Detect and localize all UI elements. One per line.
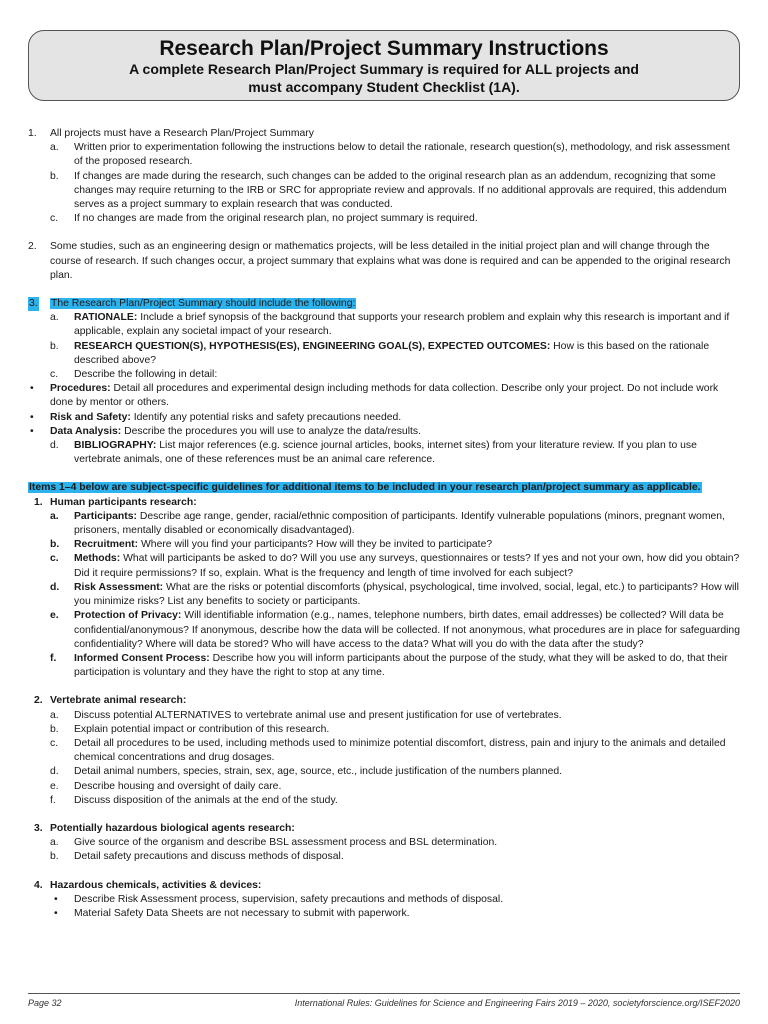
bullet-procedures (28, 382, 740, 410)
item-number: 2. (34, 695, 43, 707)
bullet-bold: Risk and Safety: (50, 411, 131, 423)
sub-bold: Protection of Privacy: (74, 610, 182, 622)
sub-label: a. (50, 837, 59, 849)
sub-label: b. (50, 340, 59, 352)
sub-text: How is this based on the rationale described above? (74, 340, 710, 366)
sub-label: f. (50, 652, 57, 664)
sub-text: Describe how you will inform participants about the purpose of the study, what they will be asked to do, that their participation is voluntary and they have the right to stop at any time. (74, 652, 728, 679)
item-number: 3. (34, 822, 43, 834)
sub-label: d. (50, 766, 59, 778)
page-subtitle-line2: must accompany Student Checklist (1A). (248, 79, 520, 95)
item-2-d (28, 765, 740, 779)
sub-label: f. (50, 794, 56, 806)
section-text: Some studies, such as an engineering design or mathematics projects, will be less detailed in the initial project plan and will change through the course of research. If such changes occur, a project summary that explains what was done is required and can be appended to the original research plan. (50, 241, 731, 281)
sub-text: Detail all procedures to be used, including methods used to minimize potential discomfort, distress, pain and injury to the animals and detailed chemical concentrations and drug dosages. (74, 737, 726, 764)
sub-bold: BIBLIOGRAPHY: (74, 440, 157, 452)
bullet-bold: Procedures: (50, 383, 111, 395)
bullet-icon: • (54, 907, 58, 919)
sub-bold: Participants: (74, 510, 137, 522)
section-3 (28, 297, 740, 311)
item-1-b (28, 538, 740, 552)
item-heading: Hazardous chemicals, activities & devices: (50, 879, 262, 891)
sub-label: e. (50, 780, 59, 792)
item-3 (28, 822, 740, 836)
sub-bold: RATIONALE: (74, 312, 138, 324)
sub-label: c. (50, 213, 59, 225)
sub-label: d. (50, 440, 59, 452)
sub-bold: Risk Assessment: (74, 581, 164, 593)
sub-label: c. (50, 553, 59, 565)
sub-text: Detail safety precautions and discuss methods of disposal. (74, 851, 344, 863)
document-body (28, 127, 740, 921)
section-3-c (28, 368, 740, 382)
sub-label: b. (50, 170, 59, 182)
section-heading-highlighted: The Research Plan/Project Summary should include the following: (51, 298, 356, 310)
sub-bold: RESEARCH QUESTION(S), HYPOTHESIS(ES), ENGINEERING GOAL(S), EXPECTED OUTCOMES: (74, 340, 551, 352)
item-2-f (28, 794, 740, 808)
item-3-a (28, 836, 740, 850)
sub-text: If changes are made during the research, such changes can be added to the original research plan as an addendum, recognizing that some changes may require returning to the IRB or SRC for appropriate review and approvals. If no additional approvals are required, this addendum serves as a project summary to explain research that was conducted. (74, 170, 727, 211)
item-3-b (28, 850, 740, 864)
item-heading: Potentially hazardous biological agents research: (50, 822, 295, 834)
bullet-icon: • (54, 893, 58, 905)
bullet-icon: • (30, 425, 34, 437)
section-2 (28, 240, 740, 283)
item-4-bullet-2 (28, 907, 740, 921)
sub-text: Describe housing and oversight of daily care. (74, 780, 282, 792)
page-title: Research Plan/Project Summary Instructions (159, 37, 609, 60)
sub-text: Describe the following in detail: (74, 369, 218, 381)
sub-text: Discuss disposition of the animals at the end of the study. (74, 794, 338, 806)
sub-label: a. (50, 312, 59, 324)
item-1-a (28, 510, 740, 538)
sub-text: Give source of the organism and describe BSL assessment process and BSL determination. (74, 837, 498, 849)
item-1-d (28, 581, 740, 609)
item-1 (28, 496, 740, 510)
section-number: 3. (28, 297, 39, 311)
items-heading (28, 481, 740, 495)
item-2-e (28, 780, 740, 794)
sub-bold: Methods: (74, 553, 121, 565)
sub-label: b. (50, 539, 60, 551)
sub-text: Include a brief synopsis of the background that supports your research problem and explain why this research is important and if applicable, explain any societal impact of your research. (74, 312, 730, 338)
sub-text: Describe age range, gender, racial/ethnic composition of participants. Identify vulnerable populations (minors, pregnant women, prisoners, mentally disabled or economically disadvantaged). (74, 510, 725, 537)
bullet-text: Material Safety Data Sheets are not necessary to submit with paperwork. (74, 907, 410, 919)
section-number: 1. (28, 128, 37, 139)
bullet-data-analysis (28, 425, 740, 439)
title-box (28, 30, 740, 101)
sub-text: Will identifiable information (e.g., names, telephone numbers, birth dates, email addresses) be collected? Will data be confidential/anonymous? If anonymous, describe how the data will be collected. If not anonymous, what procedures are in place for safeguarding confidentiality? Where will data be stored? Who will have access to the data? What will you do with the data after the study? (74, 610, 740, 650)
section-3-b (28, 340, 740, 368)
item-number: 4. (34, 879, 43, 891)
section-text: All projects must have a Research Plan/Project Summary (50, 128, 314, 139)
items-heading-highlighted: Items 1–4 below are subject-specific guidelines for additional items to be included in your research plan/project summary as applicable. (29, 482, 701, 494)
item-2 (28, 694, 740, 708)
bullet-bold: Data Analysis: (50, 425, 122, 437)
sub-label: b. (50, 723, 59, 735)
bullet-icon: • (30, 383, 34, 395)
section-1-c (28, 212, 740, 226)
section-3-a (28, 311, 740, 339)
page-subtitle-line1: A complete Research Plan/Project Summary is required for ALL projects and (129, 61, 639, 77)
section-3-d (28, 439, 740, 467)
section-1 (28, 127, 740, 141)
sub-bold: Informed Consent Process: (74, 652, 210, 664)
sub-label: c. (50, 737, 59, 749)
item-1-f (28, 652, 740, 680)
sub-label: a. (50, 709, 59, 721)
section-1-a (28, 141, 740, 169)
item-4 (28, 879, 740, 893)
bullet-text: Detail all procedures and experimental design including methods for data collection. Describe only your project. Do not include work done by mentor or others. (50, 383, 719, 409)
item-1-e (28, 609, 740, 652)
sub-text: Detail animal numbers, species, strain, sex, age, source, etc., include justification of the numbers planned. (74, 766, 563, 778)
sub-text: Discuss potential ALTERNATIVES to vertebrate animal use and present justification for use of vertebrates. (74, 709, 562, 721)
item-2-a (28, 709, 740, 723)
sub-label: c. (50, 369, 59, 381)
sub-text: List major references (e.g. science journal articles, books, internet sites) from your literature review. If you plan to use vertebrate animals, one of these references must be an animal care reference. (74, 440, 697, 466)
sub-text: Written prior to experimentation following the instructions below to detail the rationale, research question(s), methodology, and risk assessment of the proposed research. (74, 142, 730, 168)
bullet-risk-safety (28, 411, 740, 425)
section-number: 2. (28, 241, 37, 253)
item-4-bullet-1 (28, 893, 740, 907)
page-number: Page 32 (28, 998, 62, 1008)
bullet-text: Identify any potential risks and safety precautions needed. (130, 411, 402, 423)
item-2-c (28, 737, 740, 765)
item-1-c (28, 552, 740, 580)
sub-text: If no changes are made from the original research plan, no project summary is required. (74, 213, 478, 225)
footer-source: International Rules: Guidelines for Science and Engineering Fairs 2019 – 2020, societyforscience.org/ISEF2020 (294, 998, 740, 1008)
sub-bold: Recruitment: (74, 539, 139, 551)
sub-text: What will participants be asked to do? Will you use any surveys, questionnaires or tests? If yes and not your own, how did you obtain? Did it require permissions? If so, explain. What is the frequency and length of time involved for each subject? (74, 553, 740, 579)
item-heading: Human participants research: (50, 496, 197, 508)
item-heading: Vertebrate animal research: (50, 695, 187, 707)
bullet-icon: • (30, 411, 34, 423)
bullet-text: Describe the procedures you will use to analyze the data/results. (121, 425, 421, 437)
sub-label: b. (50, 851, 59, 863)
sub-label: a. (50, 142, 59, 154)
item-2-b (28, 723, 740, 737)
item-number: 1. (34, 496, 43, 508)
sub-text: Explain potential impact or contribution of this research. (74, 723, 330, 735)
sub-label: d. (50, 581, 60, 593)
section-1-b (28, 170, 740, 213)
sub-text: Where will you find your participants? How will they be invited to participate? (138, 539, 493, 551)
sub-label: e. (50, 610, 59, 622)
sub-text: What are the risks or potential discomforts (physical, psychological, time involved, social, legal, etc.) to participants? How will you minimize risks? List any benefits to society or participants. (74, 581, 739, 608)
bullet-text: Describe Risk Assessment process, supervision, safety precautions and methods of disposal. (74, 893, 504, 905)
sub-label: a. (50, 510, 59, 522)
footer-divider (28, 993, 740, 994)
